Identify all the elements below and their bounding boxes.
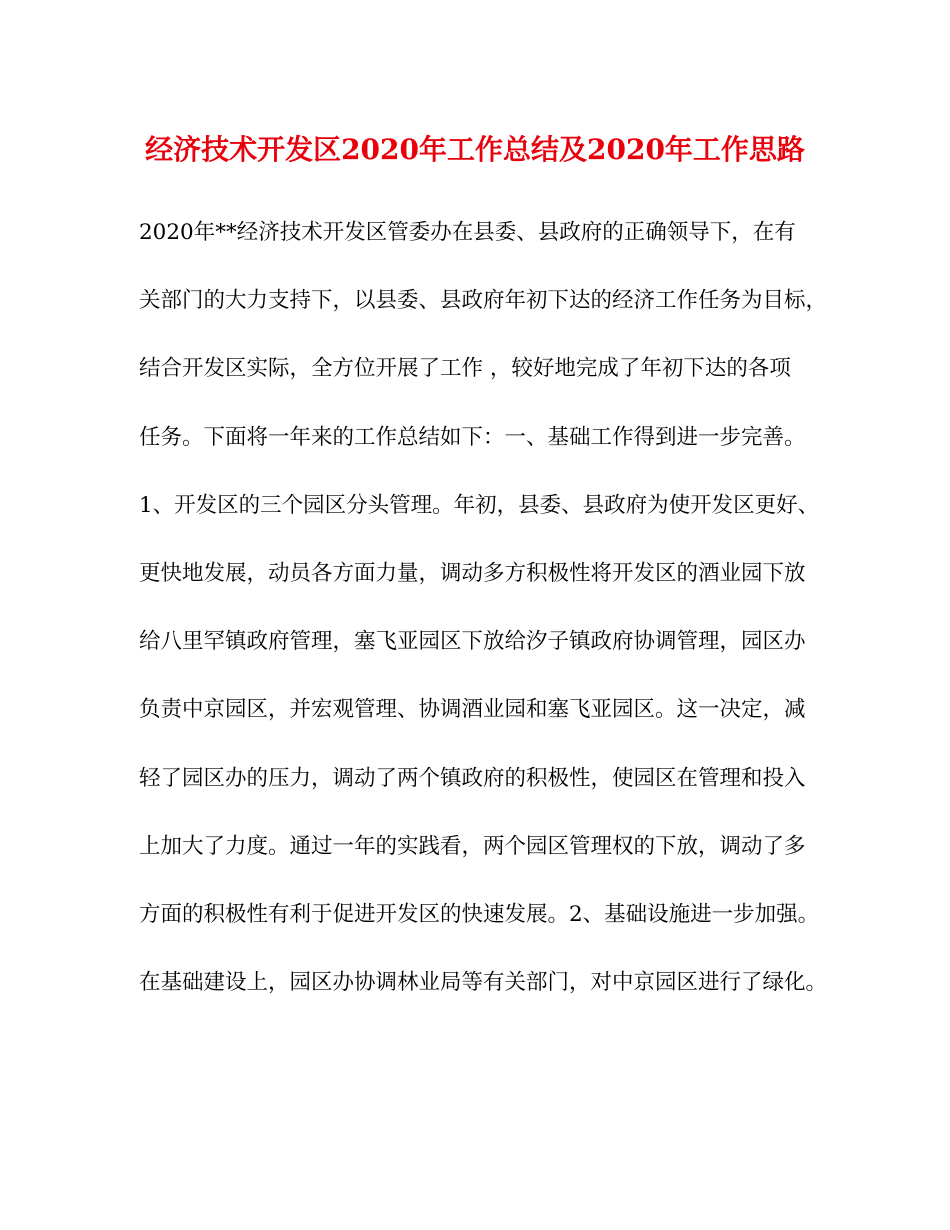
- body-line: 给八里罕镇政府管理，塞飞亚园区下放给汐子镇政府协调管理，园区办: [139, 629, 806, 655]
- body-line: 方面的积极性有利于促进开发区的快速发展。2、基础设施进一步加强。: [139, 901, 820, 927]
- body-line: 2020年**经济技术开发区管委办在县委、县政府的正确领导下，在有: [139, 220, 796, 245]
- body-line: 上加大了力度。通过一年的实践看，两个园区管理权的下放，调动了多: [139, 833, 806, 859]
- body-line: 轻了园区办的压力，调动了两个镇政府的积极性，使园区在管理和投入: [139, 765, 806, 791]
- body-line: 更快地发展，动员各方面力量，调动多方积极性将开发区的酒业园下放: [139, 560, 806, 586]
- body-line: 负责中京园区，并宏观管理、协调酒业园和塞飞亚园区。这一决定，减: [139, 697, 806, 723]
- body-line: 1、开发区的三个园区分头管理。年初，县委、县政府为使开发区更好、: [139, 492, 820, 518]
- document-title: 经济技术开发区2020年工作总结及2020年工作思路: [145, 133, 805, 166]
- document-body: [139, 213, 839, 1031]
- body-line: 在基础建设上，园区办协调林业局等有关部门，对中京园区进行了绿化。: [139, 970, 828, 996]
- body-line: 关部门的大力支持下，以县委、县政府年初下达的经济工作任务为目标，: [139, 288, 828, 314]
- body-line: 任务。下面将一年来的工作总结如下：一、基础工作得到进一步完善。: [139, 424, 806, 450]
- body-line: 结合开发区实际，全方位开展了工作 ，较好地完成了年初下达的各项: [139, 356, 791, 382]
